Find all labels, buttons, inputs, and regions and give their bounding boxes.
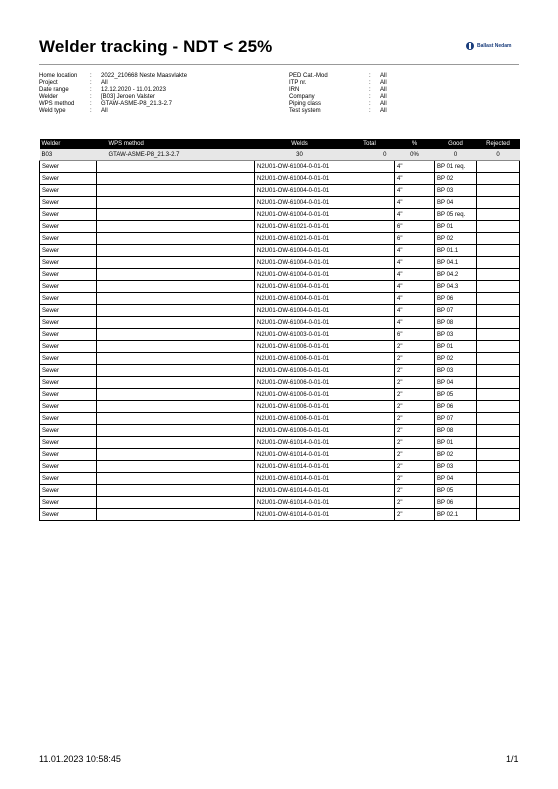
- meta-label: Home location: [39, 73, 78, 79]
- summary-welder: B03: [40, 149, 97, 161]
- table-row: [40, 473, 520, 485]
- col-header-good: Good: [435, 139, 477, 149]
- blank-cell: [97, 449, 255, 461]
- meta-value: 12.12.2020 - 11.01.2023: [101, 87, 166, 94]
- blank-cell: [97, 365, 255, 377]
- rejected-cell: [477, 317, 520, 329]
- weld-type-cell: Sewer: [40, 245, 97, 257]
- summary-good: 0: [435, 149, 477, 161]
- col-header-welder: Welder: [40, 139, 97, 149]
- blank-cell: [97, 305, 255, 317]
- test-ref-cell: BP 08: [435, 425, 477, 437]
- table-row: [40, 209, 520, 221]
- col-header-wps-method: WPS method: [97, 139, 255, 149]
- table-row: [40, 449, 520, 461]
- pipe-size-cell: 6": [395, 221, 435, 233]
- table-row: [40, 269, 520, 281]
- weld-number-cell: N2U01-OW-61004-0-01-01: [255, 257, 395, 269]
- pipe-size-cell: 2": [395, 485, 435, 497]
- pipe-size-cell: 4": [395, 209, 435, 221]
- weld-type-cell: Sewer: [40, 497, 97, 509]
- test-ref-cell: BP 03: [435, 461, 477, 473]
- test-ref-cell: BP 05: [435, 485, 477, 497]
- pipe-size-cell: 4": [395, 197, 435, 209]
- weld-number-cell: N2U01-OW-61006-0-01-01: [255, 353, 395, 365]
- rejected-cell: [477, 449, 520, 461]
- weld-type-cell: Sewer: [40, 461, 97, 473]
- weld-number-cell: N2U01-OW-61004-0-01-01: [255, 173, 395, 185]
- summary-rejected: 0: [477, 149, 520, 161]
- meta-value: 2022_210668 Neste Maasvlakte: [101, 73, 188, 79]
- table-row: [40, 425, 520, 437]
- test-ref-cell: BP 03: [435, 329, 477, 341]
- rejected-cell: [477, 257, 520, 269]
- table-row: [40, 245, 520, 257]
- weld-number-cell: N2U01-OW-61006-0-01-01: [255, 389, 395, 401]
- blank-cell: [97, 425, 255, 437]
- weld-type-cell: Sewer: [40, 185, 97, 197]
- pipe-size-cell: 2": [395, 341, 435, 353]
- table-row: [40, 329, 520, 341]
- weld-number-cell: N2U01-OW-61006-0-01-01: [255, 365, 395, 377]
- weld-type-cell: Sewer: [40, 425, 97, 437]
- table-row: [40, 365, 520, 377]
- table-row: [40, 497, 520, 509]
- weld-type-cell: Sewer: [40, 413, 97, 425]
- rejected-cell: [477, 185, 520, 197]
- pipe-size-cell: 4": [395, 317, 435, 329]
- weld-number-cell: N2U01-OW-61014-0-01-01: [255, 437, 395, 449]
- table-row: [40, 233, 520, 245]
- weld-number-cell: N2U01-OW-61006-0-01-01: [255, 401, 395, 413]
- summary-row: [40, 149, 520, 161]
- pipe-size-cell: 2": [395, 353, 435, 365]
- footer-timestamp: 11.01.2023 10:58:45: [39, 754, 121, 764]
- blank-cell: [97, 329, 255, 341]
- weld-number-cell: N2U01-OW-61004-0-01-01: [255, 209, 395, 221]
- company-logo: [466, 42, 511, 50]
- weld-type-cell: Sewer: [40, 221, 97, 233]
- test-ref-cell: BP 07: [435, 413, 477, 425]
- pipe-size-cell: 2": [395, 461, 435, 473]
- rejected-cell: [477, 197, 520, 209]
- rejected-cell: [477, 245, 520, 257]
- logo-icon: [466, 42, 474, 50]
- summary-percent: 0%: [395, 149, 435, 161]
- meta-value: All: [380, 87, 387, 94]
- table-row: [40, 185, 520, 197]
- weld-type-cell: Sewer: [40, 341, 97, 353]
- table-row: [40, 389, 520, 401]
- test-ref-cell: BP 04.3: [435, 281, 477, 293]
- col-header-percent: %: [395, 139, 435, 149]
- footer-page-number: 1/1: [506, 754, 519, 764]
- weld-type-cell: Sewer: [40, 257, 97, 269]
- blank-cell: [97, 473, 255, 485]
- weld-number-cell: N2U01-OW-61004-0-01-01: [255, 269, 395, 281]
- test-ref-cell: BP 04.2: [435, 269, 477, 281]
- blank-cell: [97, 485, 255, 497]
- test-ref-cell: BP 01: [435, 221, 477, 233]
- table-row: [40, 485, 520, 497]
- test-ref-cell: BP 02: [435, 353, 477, 365]
- rejected-cell: [477, 281, 520, 293]
- rejected-cell: [477, 353, 520, 365]
- weld-number-cell: N2U01-OW-61004-0-01-01: [255, 197, 395, 209]
- test-ref-cell: BP 02.1: [435, 509, 477, 521]
- meta-label: Test system: [289, 108, 321, 115]
- pipe-size-cell: 4": [395, 305, 435, 317]
- weld-type-cell: Sewer: [40, 485, 97, 497]
- meta-value: All: [101, 80, 108, 87]
- table-row: [40, 437, 520, 449]
- weld-type-cell: Sewer: [40, 209, 97, 221]
- pipe-size-cell: 2": [395, 497, 435, 509]
- summary-total: 0: [345, 149, 395, 161]
- test-ref-cell: BP 01.1: [435, 245, 477, 257]
- pipe-size-cell: 2": [395, 425, 435, 437]
- blank-cell: [97, 233, 255, 245]
- table-row: [40, 317, 520, 329]
- page-title: Welder tracking - NDT < 25%: [39, 37, 273, 56]
- weld-type-cell: Sewer: [40, 173, 97, 185]
- test-ref-cell: BP 03: [435, 185, 477, 197]
- blank-cell: [97, 497, 255, 509]
- test-ref-cell: BP 01: [435, 341, 477, 353]
- test-ref-cell: BP 06: [435, 401, 477, 413]
- meta-label: ITP nr.: [289, 80, 307, 87]
- weld-number-cell: N2U01-OW-61004-0-01-01: [255, 305, 395, 317]
- table-row: [40, 161, 520, 173]
- meta-value: All: [380, 94, 387, 101]
- test-ref-cell: BP 04: [435, 197, 477, 209]
- meta-label: WPS method: [39, 101, 75, 108]
- weld-number-cell: N2U01-OW-61021-0-01-01: [255, 233, 395, 245]
- weld-number-cell: N2U01-OW-61014-0-01-01: [255, 497, 395, 509]
- pipe-size-cell: 6": [395, 233, 435, 245]
- blank-cell: [97, 341, 255, 353]
- blank-cell: [97, 317, 255, 329]
- blank-cell: [97, 401, 255, 413]
- weld-number-cell: N2U01-OW-61006-0-01-01: [255, 413, 395, 425]
- weld-number-cell: N2U01-OW-61004-0-01-01: [255, 245, 395, 257]
- weld-type-cell: Sewer: [40, 233, 97, 245]
- meta-label: IRN: [289, 87, 300, 94]
- test-ref-cell: BP 06: [435, 497, 477, 509]
- rejected-cell: [477, 173, 520, 185]
- table-row: [40, 221, 520, 233]
- test-ref-cell: BP 05 req.: [435, 209, 477, 221]
- meta-label: Date range: [39, 87, 69, 94]
- table-row: [40, 377, 520, 389]
- weld-number-cell: N2U01-OW-61014-0-01-01: [255, 509, 395, 521]
- table-row: [40, 197, 520, 209]
- table-row: [40, 305, 520, 317]
- blank-cell: [97, 197, 255, 209]
- blank-cell: [97, 377, 255, 389]
- blank-cell: [97, 437, 255, 449]
- blank-cell: [97, 461, 255, 473]
- test-ref-cell: BP 08: [435, 317, 477, 329]
- blank-cell: [97, 353, 255, 365]
- pipe-size-cell: 4": [395, 185, 435, 197]
- pipe-size-cell: 4": [395, 245, 435, 257]
- meta-row: PED Cat.-Mod : All: [289, 73, 387, 79]
- summary-wps: GTAW-ASME-P8_21.3-2.7: [97, 149, 255, 161]
- table-row: [40, 413, 520, 425]
- rejected-cell: [477, 413, 520, 425]
- weld-type-cell: Sewer: [40, 317, 97, 329]
- meta-label: Piping class: [289, 101, 322, 108]
- meta-value: All: [380, 108, 387, 115]
- table-row: [40, 173, 520, 185]
- rejected-cell: [477, 461, 520, 473]
- weld-type-cell: Sewer: [40, 473, 97, 485]
- filter-summary-left: [39, 73, 187, 116]
- weld-number-cell: N2U01-OW-61006-0-01-01: [255, 425, 395, 437]
- pipe-size-cell: 4": [395, 257, 435, 269]
- col-header-welds: Welds: [255, 139, 345, 149]
- weld-type-cell: Sewer: [40, 293, 97, 305]
- pipe-size-cell: 2": [395, 437, 435, 449]
- pipe-size-cell: 4": [395, 173, 435, 185]
- test-ref-cell: BP 05: [435, 389, 477, 401]
- pipe-size-cell: 4": [395, 161, 435, 173]
- meta-value: [B03] Jeroen Valster: [101, 94, 155, 101]
- rejected-cell: [477, 233, 520, 245]
- blank-cell: [97, 221, 255, 233]
- test-ref-cell: BP 06: [435, 293, 477, 305]
- weld-type-cell: Sewer: [40, 389, 97, 401]
- table-row: [40, 281, 520, 293]
- meta-row: Project : All: [39, 80, 108, 87]
- pipe-size-cell: 2": [395, 473, 435, 485]
- rejected-cell: [477, 269, 520, 281]
- weld-type-cell: Sewer: [40, 401, 97, 413]
- weld-type-cell: Sewer: [40, 509, 97, 521]
- weld-number-cell: N2U01-OW-61004-0-01-01: [255, 281, 395, 293]
- pipe-size-cell: 2": [395, 413, 435, 425]
- rejected-cell: [477, 293, 520, 305]
- weld-type-cell: Sewer: [40, 281, 97, 293]
- pipe-size-cell: 2": [395, 389, 435, 401]
- rejected-cell: [477, 161, 520, 173]
- blank-cell: [97, 269, 255, 281]
- test-ref-cell: BP 01 req.: [435, 161, 477, 173]
- title-divider: [39, 64, 519, 65]
- rejected-cell: [477, 473, 520, 485]
- meta-label: Welder: [39, 94, 58, 101]
- meta-label: Company: [289, 94, 315, 101]
- pipe-size-cell: 2": [395, 377, 435, 389]
- rejected-cell: [477, 509, 520, 521]
- rejected-cell: [477, 365, 520, 377]
- meta-value: All: [380, 73, 387, 79]
- weld-number-cell: N2U01-OW-61014-0-01-01: [255, 485, 395, 497]
- summary-welds: 30: [255, 149, 345, 161]
- blank-cell: [97, 173, 255, 185]
- weld-type-cell: Sewer: [40, 329, 97, 341]
- rejected-cell: [477, 485, 520, 497]
- test-ref-cell: BP 07: [435, 305, 477, 317]
- table-row: [40, 509, 520, 521]
- pipe-size-cell: 2": [395, 365, 435, 377]
- meta-value: All: [380, 80, 387, 87]
- meta-row: IRN : All: [289, 87, 387, 94]
- blank-cell: [97, 209, 255, 221]
- weld-number-cell: N2U01-OW-61021-0-01-01: [255, 221, 395, 233]
- table-row: [40, 341, 520, 353]
- pipe-size-cell: 2": [395, 401, 435, 413]
- meta-row: Welder : [B03] Jeroen Valster: [39, 94, 155, 101]
- meta-row: WPS method : GTAW-ASME-P8_21.3-2.7: [39, 101, 172, 108]
- meta-value: All: [380, 101, 387, 108]
- pipe-size-cell: 4": [395, 281, 435, 293]
- rejected-cell: [477, 401, 520, 413]
- meta-row: Piping class : All: [289, 101, 387, 108]
- blank-cell: [97, 257, 255, 269]
- rejected-cell: [477, 209, 520, 221]
- weld-type-cell: Sewer: [40, 305, 97, 317]
- weld-type-cell: Sewer: [40, 365, 97, 377]
- rejected-cell: [477, 497, 520, 509]
- meta-row: Company : All: [289, 94, 387, 101]
- rejected-cell: [477, 377, 520, 389]
- weld-number-cell: N2U01-OW-61004-0-01-01: [255, 185, 395, 197]
- test-ref-cell: BP 03: [435, 365, 477, 377]
- meta-label: Project: [39, 80, 58, 87]
- weld-number-cell: N2U01-OW-61006-0-01-01: [255, 377, 395, 389]
- rejected-cell: [477, 437, 520, 449]
- weld-type-cell: Sewer: [40, 437, 97, 449]
- test-ref-cell: BP 04: [435, 377, 477, 389]
- meta-row: Weld type : All: [39, 108, 108, 115]
- pipe-size-cell: 6": [395, 329, 435, 341]
- table-row: [40, 293, 520, 305]
- pipe-size-cell: 4": [395, 269, 435, 281]
- table-row: [40, 257, 520, 269]
- pipe-size-cell: 2": [395, 509, 435, 521]
- test-ref-cell: BP 04.1: [435, 257, 477, 269]
- meta-label: Weld type: [39, 108, 66, 115]
- weld-number-cell: N2U01-OW-61004-0-01-01: [255, 293, 395, 305]
- test-ref-cell: BP 02: [435, 449, 477, 461]
- table-header-row: [40, 139, 520, 149]
- blank-cell: [97, 413, 255, 425]
- pipe-size-cell: 4": [395, 293, 435, 305]
- weld-number-cell: N2U01-OW-61006-0-01-01: [255, 341, 395, 353]
- test-ref-cell: BP 01: [435, 437, 477, 449]
- weld-type-cell: Sewer: [40, 161, 97, 173]
- meta-row: Date range : 12.12.2020 - 11.01.2023: [39, 87, 166, 94]
- weld-type-cell: Sewer: [40, 269, 97, 281]
- test-ref-cell: BP 02: [435, 233, 477, 245]
- welds-table: [39, 139, 520, 521]
- weld-type-cell: Sewer: [40, 197, 97, 209]
- weld-number-cell: N2U01-OW-61014-0-01-01: [255, 449, 395, 461]
- logo-text: Ballast Nedam: [477, 42, 512, 49]
- meta-value: All: [101, 108, 108, 115]
- blank-cell: [97, 293, 255, 305]
- filter-summary-right: [289, 73, 387, 116]
- blank-cell: [97, 509, 255, 521]
- rejected-cell: [477, 389, 520, 401]
- weld-type-cell: Sewer: [40, 353, 97, 365]
- rejected-cell: [477, 329, 520, 341]
- meta-label: PED Cat.-Mod: [289, 73, 328, 79]
- rejected-cell: [477, 341, 520, 353]
- table-row: [40, 461, 520, 473]
- meta-row: ITP nr. : All: [289, 80, 387, 87]
- rejected-cell: [477, 305, 520, 317]
- col-header-total: Total: [345, 139, 395, 149]
- weld-number-cell: N2U01-OW-61014-0-01-01: [255, 473, 395, 485]
- meta-row: Home location : 2022_210668 Neste Maasvlakte: [39, 73, 188, 79]
- rejected-cell: [477, 221, 520, 233]
- weld-type-cell: Sewer: [40, 449, 97, 461]
- blank-cell: [97, 389, 255, 401]
- pipe-size-cell: 2": [395, 449, 435, 461]
- rejected-cell: [477, 425, 520, 437]
- weld-number-cell: N2U01-OW-61014-0-01-01: [255, 461, 395, 473]
- table-row: [40, 401, 520, 413]
- table-row: [40, 353, 520, 365]
- weld-number-cell: N2U01-OW-61004-0-01-01: [255, 317, 395, 329]
- blank-cell: [97, 185, 255, 197]
- blank-cell: [97, 245, 255, 257]
- weld-number-cell: N2U01-OW-61003-0-01-01: [255, 329, 395, 341]
- blank-cell: [97, 161, 255, 173]
- blank-cell: [97, 281, 255, 293]
- test-ref-cell: BP 04: [435, 473, 477, 485]
- col-header-rejected: Rejected: [477, 139, 520, 149]
- test-ref-cell: BP 02: [435, 173, 477, 185]
- weld-number-cell: N2U01-OW-61004-0-01-01: [255, 161, 395, 173]
- meta-value: GTAW-ASME-P8_21.3-2.7: [101, 101, 172, 108]
- weld-type-cell: Sewer: [40, 377, 97, 389]
- meta-row: Test system : All: [289, 108, 387, 115]
